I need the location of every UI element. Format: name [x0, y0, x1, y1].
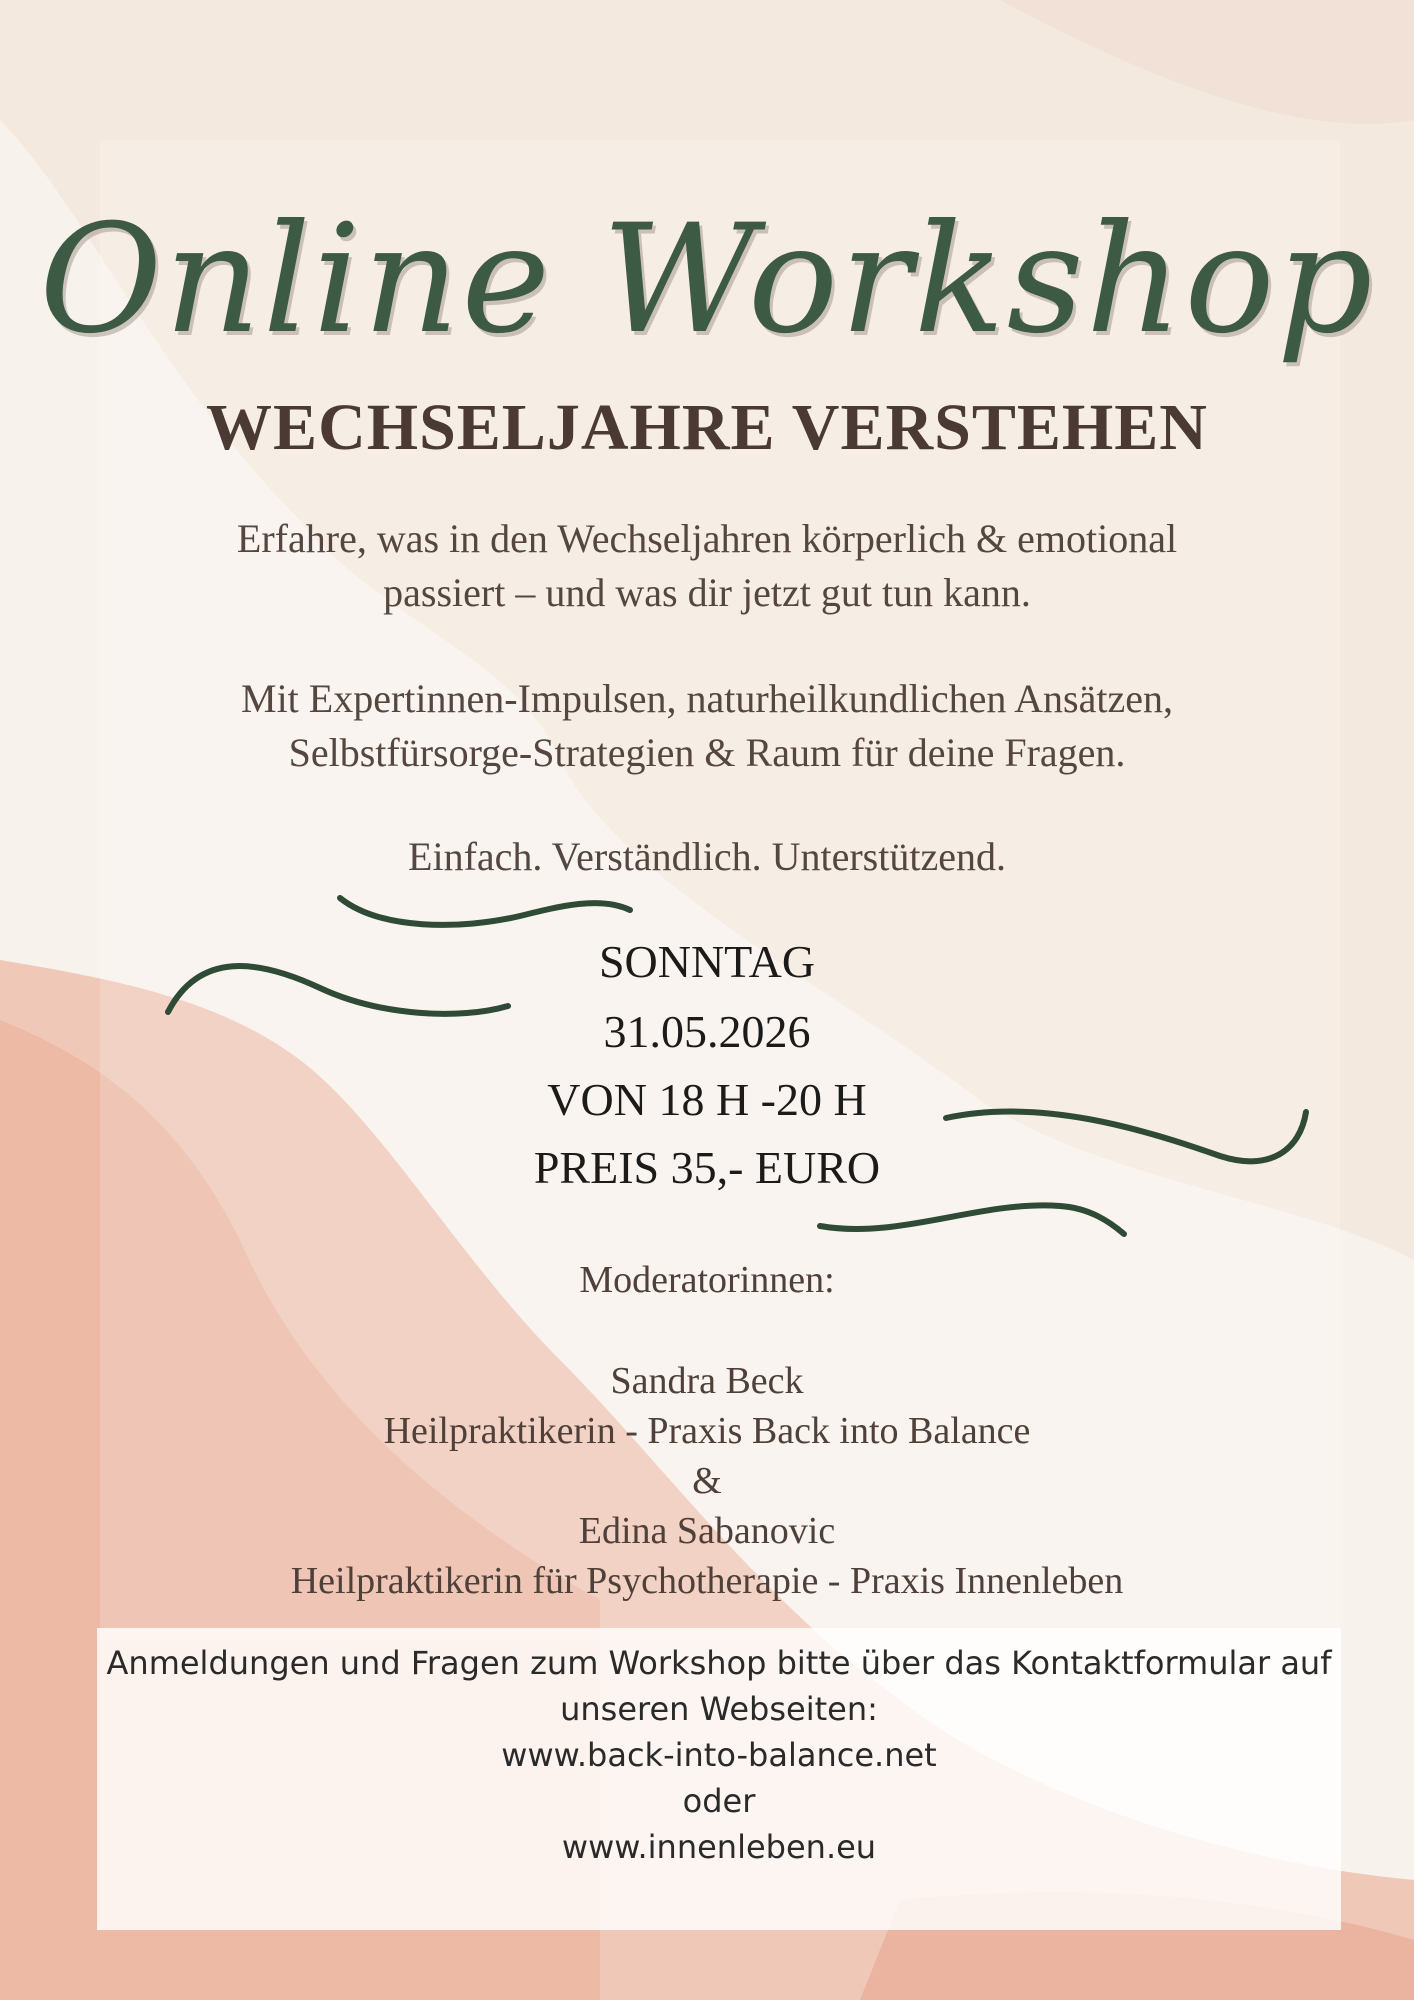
swash-3	[946, 1112, 1306, 1162]
registration-line-2: unseren Webseiten:	[560, 1690, 878, 1728]
script-title: Online Workshop	[39, 193, 1375, 367]
features-line-2: Selbstfürsorge-Strategien & Raum für deine Fragen.	[288, 730, 1126, 775]
intro-line-2: passiert – und was dir jetzt gut tun kann.	[383, 570, 1031, 615]
features-line-1: Mit Expertinnen-Impulsen, naturheilkundlichen Ansätzen,	[241, 676, 1173, 721]
moderators-heading: Moderatorinnen:	[579, 1259, 835, 1301]
event-price: PREIS 35,- EURO	[533, 1142, 881, 1193]
event-day: SONNTAG	[598, 936, 816, 987]
event-date: 31.05.2026	[603, 1006, 811, 1057]
intro-line-1: Erfahre, was in den Wechseljahren körperlich & emotional	[236, 516, 1178, 561]
moderator-connector: &	[692, 1460, 722, 1502]
event-time: VON 18 H -20 H	[547, 1074, 867, 1125]
moderator-role-2: Heilpraktikerin für Psychotherapie - Praxis Innenleben	[290, 1560, 1124, 1602]
swash-4	[820, 1205, 1124, 1234]
website-link-2[interactable]: www.innenleben.eu	[561, 1828, 877, 1866]
swash-1	[340, 898, 630, 925]
swash-2	[168, 966, 508, 1014]
moderator-name-1: Sandra Beck	[610, 1360, 804, 1402]
registration-line-1: Anmeldungen und Fragen zum Workshop bitte über das Kontaktformular auf	[106, 1644, 1332, 1682]
or-text: oder	[682, 1782, 756, 1820]
headline: WECHSELJAHRE VERSTEHEN	[206, 391, 1208, 464]
tagline: Einfach. Verständlich. Unterstützend.	[408, 834, 1006, 879]
website-link-1[interactable]: www.back-into-balance.net	[501, 1736, 937, 1774]
moderator-name-2: Edina Sabanovic	[578, 1510, 836, 1552]
moderator-role-1: Heilpraktikerin - Praxis Back into Balance	[383, 1410, 1031, 1452]
